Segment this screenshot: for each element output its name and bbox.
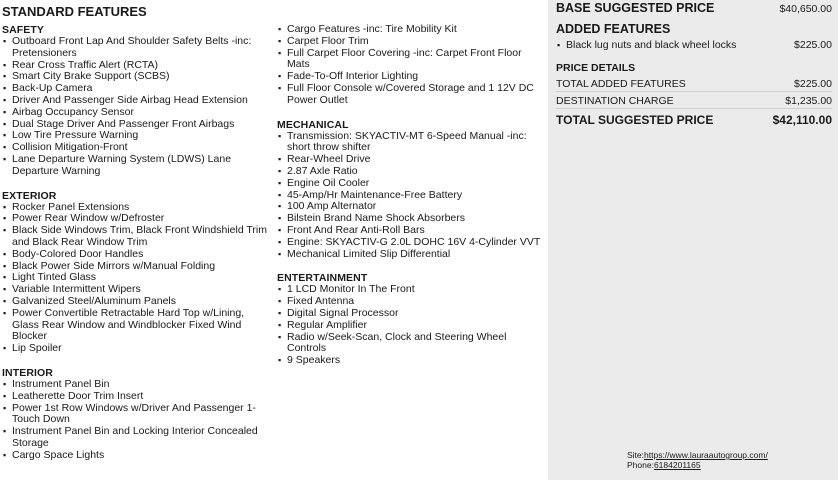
feature-item: ▪ Lip Spoiler bbox=[2, 343, 268, 355]
divider bbox=[556, 91, 832, 92]
feature-section bbox=[2, 24, 268, 178]
total-added-row bbox=[556, 78, 832, 90]
feature-list bbox=[2, 36, 268, 178]
total-price-value: $42,110.00 bbox=[772, 113, 832, 127]
added-feature-label: ▪ Black lug nuts and black wheel locks bbox=[556, 39, 736, 51]
features-column-1 bbox=[2, 24, 268, 474]
feature-item: ▪ Mechanical Limited Slip Differential bbox=[277, 249, 547, 261]
destination-label: DESTINATION CHARGE bbox=[556, 95, 674, 107]
phone-line bbox=[627, 460, 768, 470]
feature-item: ▪ Dual Stage Driver And Passenger Front Airbags bbox=[2, 119, 268, 131]
total-price-label: TOTAL SUGGESTED PRICE bbox=[556, 113, 714, 127]
feature-item: ▪ Driver And Passenger Side Airbag Head Extension bbox=[2, 95, 268, 107]
feature-item: ▪ Leatherette Door Trim Insert bbox=[2, 391, 268, 403]
features-column-2 bbox=[277, 24, 547, 379]
feature-item: ▪ Black Side Windows Trim, Black Front Windshield Trim and Black Rear Window Trim bbox=[2, 225, 268, 249]
feature-list bbox=[277, 131, 547, 261]
feature-item: ▪ Back-Up Camera bbox=[2, 83, 268, 95]
feature-section bbox=[277, 272, 547, 367]
feature-item: ▪ Power Convertible Retractable Hard Top w/Lining, Glass Rear Window and Windblocker Fixed Wind Blocker bbox=[2, 308, 268, 343]
price-panel bbox=[548, 0, 838, 480]
feature-item: ▪ Cargo Features -inc: Tire Mobility Kit bbox=[277, 24, 547, 36]
feature-item: ▪ Power 1st Row Windows w/Driver And Passenger 1-Touch Down bbox=[2, 403, 268, 427]
feature-list bbox=[2, 202, 268, 355]
feature-item: ▪ Bilstein Brand Name Shock Absorbers bbox=[277, 213, 547, 225]
feature-item: ▪ Galvanized Steel/Aluminum Panels bbox=[2, 296, 268, 308]
feature-item: ▪ Smart City Brake Support (SCBS) bbox=[2, 71, 268, 83]
feature-item: ▪ Fixed Antenna bbox=[277, 296, 547, 308]
destination-row bbox=[556, 95, 832, 107]
section-heading: EXTERIOR bbox=[2, 189, 57, 202]
feature-item: ▪ 45-Amp/Hr Maintenance-Free Battery bbox=[277, 190, 547, 202]
site-line bbox=[627, 450, 768, 460]
feature-item: ▪ Fade-To-Off Interior Lighting bbox=[277, 71, 547, 83]
feature-item: ▪ 100 Amp Alternator bbox=[277, 201, 547, 213]
feature-item: ▪ 1 LCD Monitor In The Front bbox=[277, 284, 547, 296]
total-added-label: TOTAL ADDED FEATURES bbox=[556, 78, 686, 90]
feature-item: ▪ Engine Oil Cooler bbox=[277, 178, 547, 190]
feature-item: ▪ Rocker Panel Extensions bbox=[2, 202, 268, 214]
feature-item: ▪ Rear-Wheel Drive bbox=[277, 154, 547, 166]
destination-value: $1,235.00 bbox=[785, 95, 832, 107]
feature-item: ▪ Lane Departure Warning System (LDWS) Lane Departure Warning bbox=[2, 154, 268, 178]
total-added-value: $225.00 bbox=[794, 78, 832, 90]
added-features-title: ADDED FEATURES bbox=[556, 22, 671, 36]
feature-item: ▪ 9 Speakers bbox=[277, 355, 547, 367]
site-label: Site: bbox=[627, 450, 645, 460]
site-link[interactable]: https://www.lauraautogroup.com/ bbox=[644, 450, 768, 460]
feature-item: ▪ 2.87 Axle Ratio bbox=[277, 166, 547, 178]
feature-item: ▪ Black Power Side Mirrors w/Manual Folding bbox=[2, 261, 268, 273]
dealer-contact bbox=[627, 450, 768, 470]
price-details-title: PRICE DETAILS bbox=[556, 62, 636, 74]
feature-item: ▪ Cargo Space Lights bbox=[2, 450, 268, 462]
feature-list bbox=[2, 379, 268, 462]
feature-list bbox=[277, 24, 547, 107]
feature-list bbox=[277, 284, 547, 367]
feature-item: ▪ Regular Amplifier bbox=[277, 320, 547, 332]
feature-item: ▪ Transmission: SKYACTIV-MT 6-Speed Manual -inc: short throw shifter bbox=[277, 131, 547, 155]
feature-section bbox=[2, 190, 268, 355]
total-price-row bbox=[556, 114, 832, 126]
added-feature-value: $225.00 bbox=[794, 39, 832, 51]
feature-item: ▪ Digital Signal Processor bbox=[277, 308, 547, 320]
section-heading: SAFETY bbox=[2, 24, 45, 36]
feature-item: ▪ Front And Rear Anti-Roll Bars bbox=[277, 225, 547, 237]
base-price-value: $40,650.00 bbox=[779, 3, 832, 15]
feature-item: ▪ Engine: SKYACTIV-G 2.0L DOHC 16V 4-Cylinder VVT bbox=[277, 237, 547, 249]
feature-item: ▪ Radio w/Seek-Scan, Clock and Steering Wheel Controls bbox=[277, 332, 547, 356]
base-price-label: BASE SUGGESTED PRICE bbox=[556, 1, 715, 15]
feature-item: ▪ Instrument Panel Bin bbox=[2, 379, 268, 391]
feature-item: ▪ Instrument Panel Bin and Locking Interior Concealed Storage bbox=[2, 426, 268, 450]
section-heading: ENTERTAINMENT bbox=[277, 272, 368, 285]
feature-section bbox=[277, 24, 547, 107]
feature-item: ▪ Full Floor Console w/Covered Storage and 1 12V DC Power Outlet bbox=[277, 83, 547, 107]
phone-link[interactable]: 6184201165 bbox=[653, 460, 701, 470]
feature-item: ▪ Power Rear Window w/Defroster bbox=[2, 213, 268, 225]
feature-item: ▪ Variable Intermittent Wipers bbox=[2, 284, 268, 296]
section-heading: INTERIOR bbox=[2, 366, 53, 379]
feature-item: ▪ Airbag Occupancy Sensor bbox=[2, 107, 268, 119]
feature-section bbox=[2, 367, 268, 462]
phone-label: Phone: bbox=[627, 460, 654, 470]
base-price-row bbox=[556, 2, 832, 15]
added-feature-row bbox=[556, 39, 832, 51]
feature-item: ▪ Rear Cross Traffic Alert (RCTA) bbox=[2, 60, 268, 72]
feature-item: ▪ Carpet Floor Trim bbox=[277, 36, 547, 48]
feature-item: ▪ Full Carpet Floor Covering -inc: Carpet Front Floor Mats bbox=[277, 48, 547, 72]
divider bbox=[556, 108, 832, 109]
feature-item: ▪ Collision Mitigation-Front bbox=[2, 142, 268, 154]
feature-item: ▪ Low Tire Pressure Warning bbox=[2, 130, 268, 142]
feature-item: ▪ Body-Colored Door Handles bbox=[2, 249, 268, 261]
feature-section bbox=[277, 119, 547, 261]
feature-item: ▪ Outboard Front Lap And Shoulder Safety Belts -inc: Pretensioners bbox=[2, 36, 268, 60]
section-heading: MECHANICAL bbox=[277, 118, 349, 131]
feature-item: ▪ Light Tinted Glass bbox=[2, 272, 268, 284]
page-title: STANDARD FEATURES bbox=[2, 4, 147, 19]
